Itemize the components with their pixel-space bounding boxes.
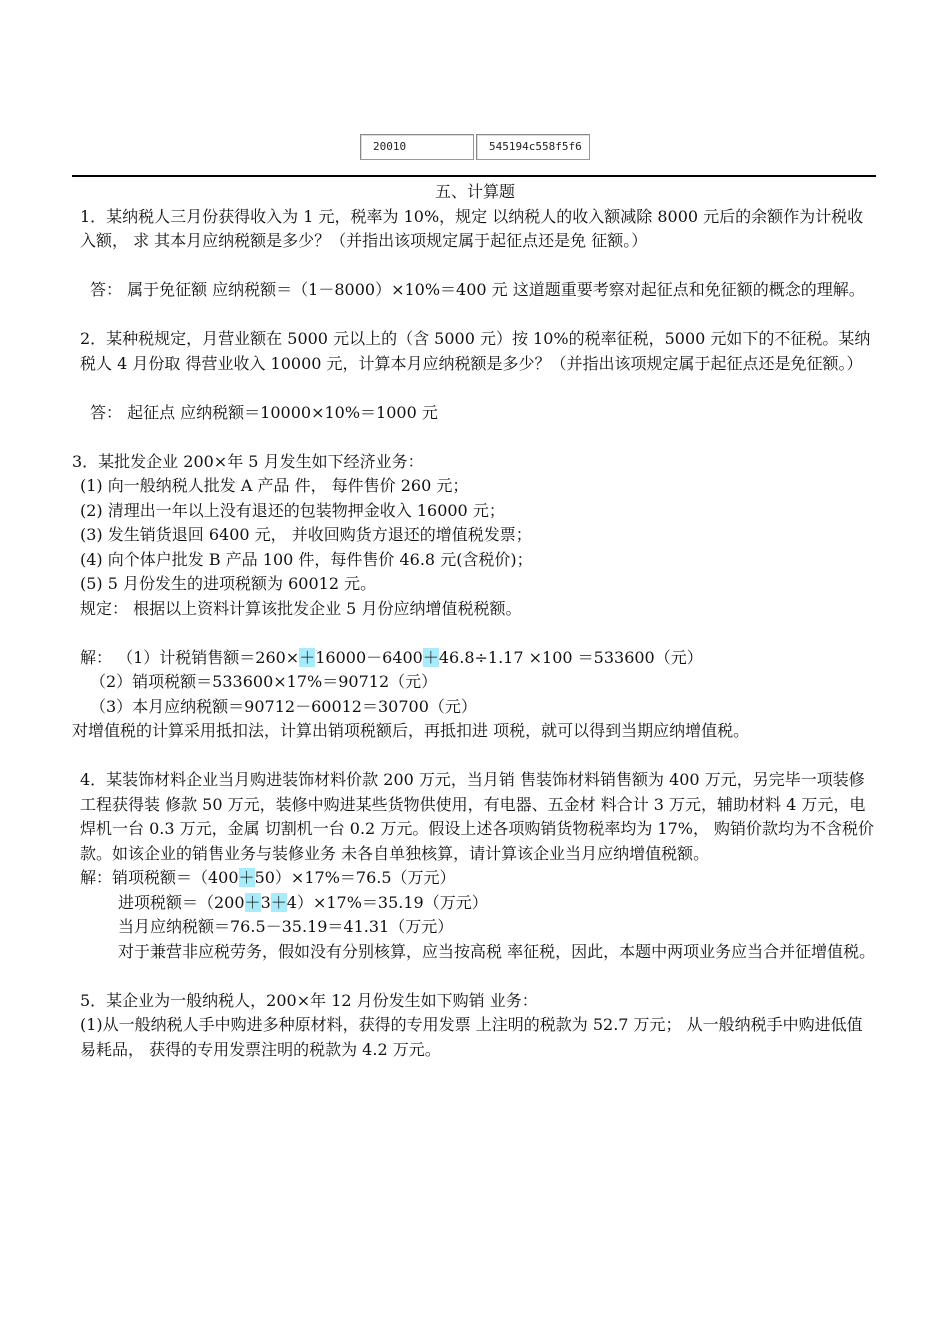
text: 4）×17%＝35.19（万元） — [286, 892, 488, 912]
spacer — [72, 621, 878, 646]
q4-solution-1 — [72, 866, 878, 891]
highlighted-plus: ＋ — [244, 892, 261, 912]
q3-item-1: (1) 向一般纳税人批发 A 产品 件， 每件售价 260 元； — [80, 476, 469, 495]
highlighted-plus: ＋ — [422, 647, 439, 667]
q4-note: 对于兼营非应税劳务，假如没有分别核算，应当按高税 率征税，因此，本题中两项业务应当合并征增值税。 — [118, 941, 876, 961]
text: 3 — [260, 892, 271, 912]
spacer — [72, 254, 878, 279]
q5-item-1: (1)从一般纳税人手中购进多种原材料，获得的专用发票 上注明的税款为 52.7 万元； 从一般纳税手中购进低值易耗品， 获得的专用发票注明的税款为 4.2 万元。 — [80, 1015, 863, 1059]
q4-solution-2 — [72, 891, 878, 916]
q1-answer: 答： 属于免征额 应纳税额＝（1－8000）×10%＝400 元 这道题重要考察对起征点和免征额的概念的理解。 — [90, 280, 865, 299]
q4-question: 4．某装饰材料企业当月购进装饰材料价款 200 万元，当月销 售装饰材料销售额为 400 万元，另完毕一项装修工程获得装 修款 50 万元，装修中购进某些货物供使用，有电器、五金材 料合计 3 万元，辅助材料 4 万元，电焊机一台 0.3 万元，金属 切割机一台 0.2 万元。假设上述各项购销货物税率均为 17%， 购销价款均为不含税价款。如该企业的销售业务与装修业务 未各自单独核算，请计算该企业当月应纳增值税额。 — [80, 770, 875, 863]
document-body — [72, 180, 878, 1062]
code-box: 20010 — [360, 134, 474, 160]
q3-item-5: (5) 5 月份发生的进项税额为 60012 元。 — [80, 574, 377, 593]
spacer — [72, 964, 878, 989]
highlighted-plus: ＋ — [270, 892, 287, 912]
q3-item-2: (2) 清理出一年以上没有退还的包装物押金收入 16000 元； — [80, 500, 505, 520]
q3-item-3: (3) 发生销货退回 6400 元， 并收回购货方退还的增值税发票； — [80, 525, 532, 544]
q4-solution-3: 当月应纳税额＝76.5－35.19＝41.31（万元） — [118, 917, 454, 936]
header-boxes — [360, 134, 590, 160]
spacer — [72, 376, 878, 401]
spacer — [72, 425, 878, 450]
header-rule — [72, 175, 876, 177]
highlighted-plus: ＋ — [238, 868, 255, 887]
q3-solution-1 — [72, 646, 878, 671]
spacer — [72, 303, 878, 328]
q5-intro: 5．某企业为一般纳税人，200×年 12 月份发生如下购销 业务： — [80, 990, 538, 1010]
q3-requirement: 规定： 根据以上资料计算该批发企业 5 月份应纳增值税税额。 — [80, 598, 522, 618]
q1-question: 1．某纳税人三月份获得收入为 1 元，税率为 10%，规定 以纳税人的收入额减除 8000 元后的余额作为计税收入额， 求 其本月应纳税额是多少？（并指出该项规定属于起征点还是免 征额。） — [80, 206, 864, 250]
q2-answer: 答： 起征点 应纳税额＝10000×10%＝1000 元 — [90, 402, 438, 422]
text: 46.8÷1.17 ×100 ＝533600（元） — [438, 647, 703, 667]
text: 16000－6400 — [315, 647, 423, 667]
q3-solution-2: （2）销项税额＝533600×17%＝90712（元） — [90, 672, 438, 691]
section-title: 五、计算题 — [434, 182, 515, 201]
text: 进项税额＝（200 — [118, 892, 245, 912]
q3-note: 对增值税的计算采用抵扣法，计算出销项税额后，再抵扣进 项税，就可以得到当期应纳增值税。 — [72, 721, 750, 740]
text: 解：销项税额＝（400 — [80, 868, 239, 887]
hash-box: 545194c558f5f6 — [476, 134, 590, 160]
highlighted-plus: ＋ — [299, 647, 316, 667]
q3-intro: 3．某批发企业 200×年 5 月发生如下经济业务： — [72, 451, 424, 471]
text: 50）×17%＝76.5（万元） — [254, 868, 456, 887]
spacer — [72, 744, 878, 769]
text: 解： （1）计税销售额＝260× — [80, 647, 300, 667]
q3-solution-3: （3）本月应纳税额＝90712－60012＝30700（元） — [90, 696, 477, 716]
q3-item-4: (4) 向个体户批发 B 产品 100 件，每件售价 46.8 元(含税价)； — [80, 549, 533, 569]
q2-question: 2．某种税规定，月营业额在 5000 元以上的（含 5000 元）按 10%的税率征税，5000 元如下的不征税。某纳税人 4 月份取 得营业收入 10000 元，计算本月应纳税额是多少？（并指出该项规定属于起征点还是免征额。） — [80, 329, 871, 373]
